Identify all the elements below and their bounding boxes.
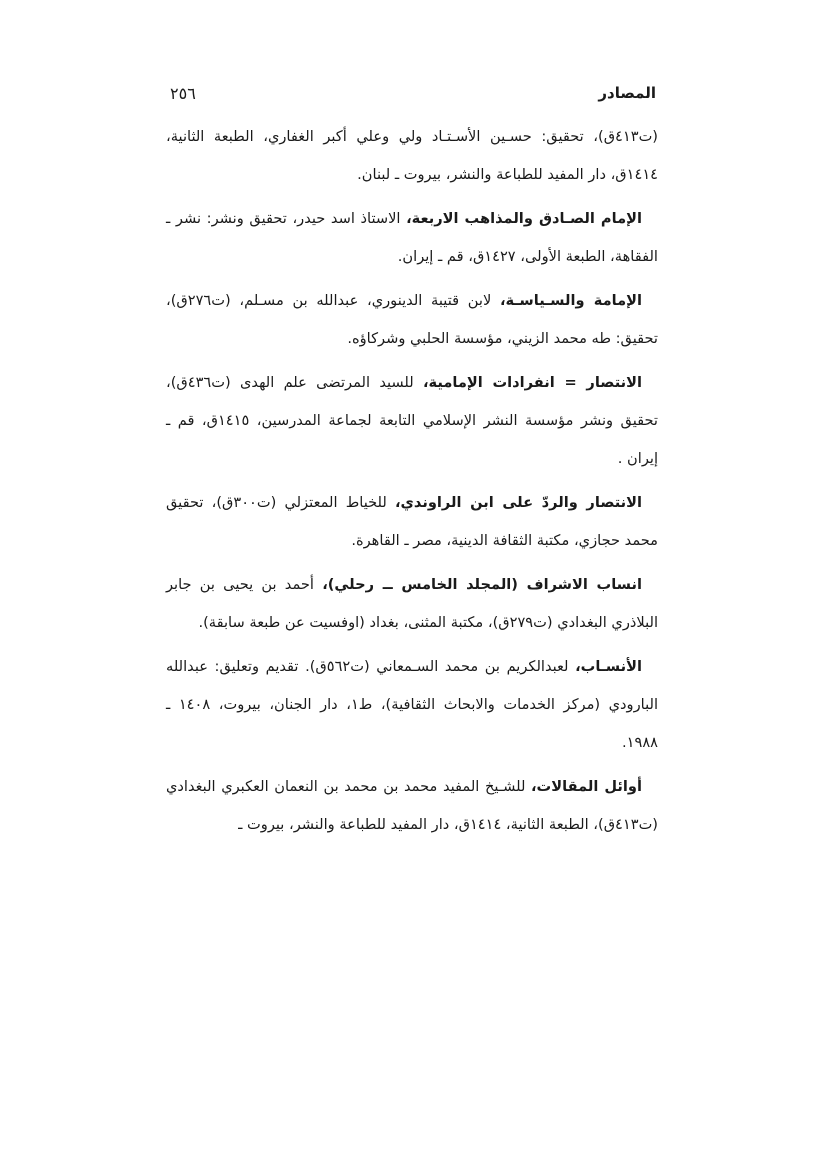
entry-text: للسيد المرتضى علم الهدى (ت٤٣٦ق)، تحقيق ونشر مؤسسة النشر الإسلامي التابعة لجماعة المدرسين، ١٤١٥ق، قم ـ إيران . xyxy=(166,374,658,467)
entry-text: للخياط المعتزلي (ت٣٠٠ق)، تحقيق محمد حجازي، مكتبة الثقافة الدينية، مصر ـ القاهرة. xyxy=(166,494,658,549)
entry-title: انساب الاشراف (المجلد الخامس ــ رحلي)، xyxy=(322,576,643,593)
entry-text: الاستاذ اسد حيدر، تحقيق ونشر: نشر ـ الفقاهة، الطبعة الأولى، ١٤٢٧ق، قم ـ إيران. xyxy=(166,210,658,265)
entry-title: الإمام الصـادق والمذاهب الاربعة، xyxy=(406,210,642,227)
entry-text: (ت٤١٣ق)، تحقيق: حسـين الأسـتـاد ولي وعلي أكبر الغفاري، الطبعة الثانية، ١٤١٤ق، دار المفيد للطباعة والنشر، بيروت ـ لبنان. xyxy=(166,128,658,183)
entry-text: لعبدالكريم بن محمد السـمعاني (ت٥٦٢ق). تقديم وتعليق: عبدالله البارودي (مركز الخدمات والابحاث الثقافية)، ط١، دار الجنان، بيروت، ١٤٠٨ ـ ١٩٨٨. xyxy=(166,658,659,751)
entry-title: الإمامة والسـياسـة، xyxy=(500,292,642,309)
entry-title: أوائل المقالات، xyxy=(531,778,642,795)
bibliography-entry xyxy=(166,484,658,560)
entry-text: أحمد بن يحيى بن جابر البلاذري البغدادي (ت٢٧٩ق)، مكتبة المثنى، بغداد (اوفسيت عن طبعة سابقة). xyxy=(166,576,658,631)
entry-title: الأنسـاب، xyxy=(575,658,642,675)
bibliography-entry xyxy=(166,282,658,358)
bibliography-entry xyxy=(166,118,658,194)
bibliography-entry xyxy=(166,200,658,276)
running-header xyxy=(170,84,656,108)
bibliography-entry xyxy=(166,648,658,762)
entry-title: الانتصار والردّ على ابن الراوندي، xyxy=(395,494,642,511)
running-head-title: المصادر xyxy=(598,84,656,102)
entry-text: للشـيخ المفيد محمد بن محمد بن النعمان العكبري البغدادي (ت٤١٣ق)، الطبعة الثانية، ١٤١٤ق، دار المفيد للطباعة والنشر، بيروت ـ xyxy=(166,778,658,833)
entry-title: الانتصار = انفرادات الإمامية، xyxy=(422,374,642,391)
bibliography-entry xyxy=(166,768,658,844)
entry-text: لابن قتيبة الدينوري، عبدالله بن مسـلم، (ت٢٧٦ق)، تحقيق: طه محمد الزيني، مؤسسة الحلبي وشركاؤه. xyxy=(166,292,658,347)
bibliography-entry xyxy=(166,364,658,478)
bibliography-list xyxy=(166,118,658,850)
page-number: ٢٥٦ xyxy=(170,84,196,103)
bibliography-entry xyxy=(166,566,658,642)
